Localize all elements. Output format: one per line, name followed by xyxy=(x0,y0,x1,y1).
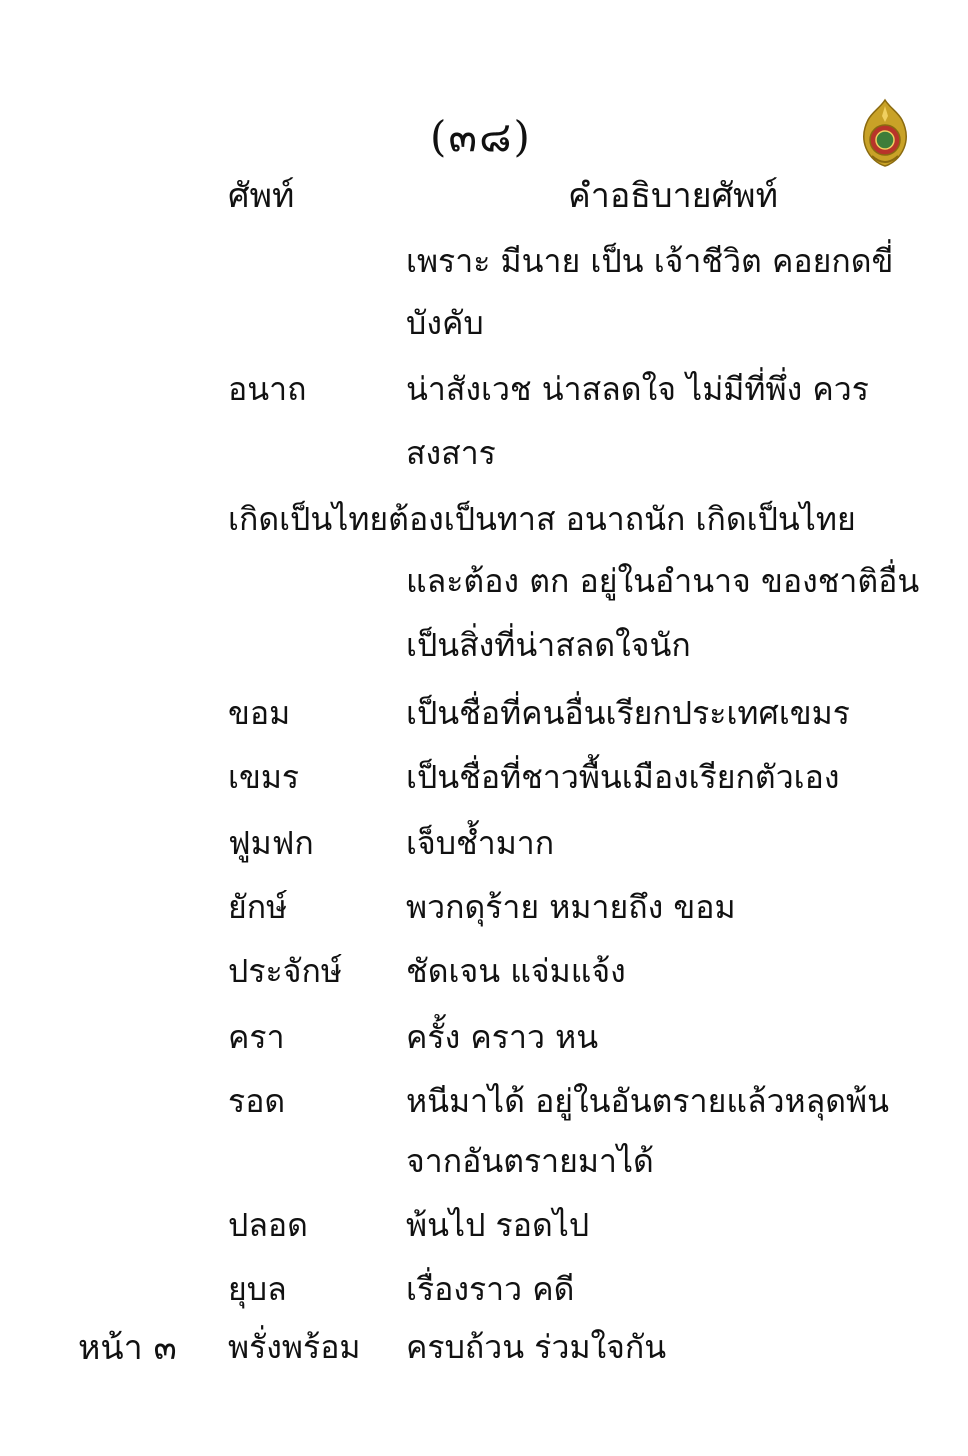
definition-line: จากอันตรายมาได้ xyxy=(406,1142,654,1180)
definition-line: พวกดุร้าย หมายถึง ขอม xyxy=(406,888,736,926)
header-term: ศัพท์ xyxy=(228,176,295,216)
definition-line: ครั้ง คราว หน xyxy=(406,1018,599,1056)
definition-line: สงสาร xyxy=(406,434,496,472)
term: ปลอด xyxy=(228,1206,308,1244)
term: เขมร xyxy=(228,758,300,796)
definition-line: เรื่องราว คดี xyxy=(406,1270,575,1308)
definition-line: เป็นชื่อที่คนอื่นเรียกประเทศเขมร xyxy=(406,694,850,732)
page-number: (๓๘) xyxy=(430,112,532,161)
term: อนาถ xyxy=(228,370,307,408)
definition-line: หนีมาได้ อยู่ในอันตรายแล้วหลุดพ้น xyxy=(406,1082,889,1120)
definition-line: พ้นไป รอดไป xyxy=(406,1206,590,1244)
page-reference: หน้า ๓ xyxy=(78,1328,177,1368)
header-definition: คำอธิบายศัพท์ xyxy=(568,176,779,216)
definition-line: เจ็บช้ำมาก xyxy=(406,824,555,862)
definition-line: เป็นสิ่งที่น่าสลดใจนัก xyxy=(406,626,691,664)
term: ยักษ์ xyxy=(228,888,288,926)
definition-line: ชัดเจน แจ่มแจ้ง xyxy=(406,952,626,990)
term: รอด xyxy=(228,1082,286,1120)
school-emblem-icon xyxy=(858,98,912,168)
definition-line: เพราะ มีนาย เป็น เจ้าชีวิต คอยกดขี่ xyxy=(406,242,894,280)
term: ขอม xyxy=(228,694,291,732)
term: ครา xyxy=(228,1018,285,1056)
term: พรั่งพร้อม xyxy=(228,1328,361,1366)
term: ฟูมฟก xyxy=(228,824,314,862)
definition-line: เป็นชื่อที่ชาวพื้นเมืองเรียกตัวเอง xyxy=(406,758,840,796)
term: ประจักษ์ xyxy=(228,952,342,990)
definition-line: ครบถ้วน ร่วมใจกัน xyxy=(406,1328,667,1366)
definition-line: บังคับ xyxy=(406,304,484,342)
definition-line: และต้อง ตก อยู่ในอำนาจ ของชาติอื่น xyxy=(406,562,920,600)
term: ยุบล xyxy=(228,1270,287,1308)
example-sentence: เกิดเป็นไทยต้องเป็นทาส อนาถนัก เกิดเป็นไทย xyxy=(228,500,856,538)
definition-line: น่าสังเวช น่าสลดใจ ไม่มีที่พึ่ง ควร xyxy=(406,370,869,408)
